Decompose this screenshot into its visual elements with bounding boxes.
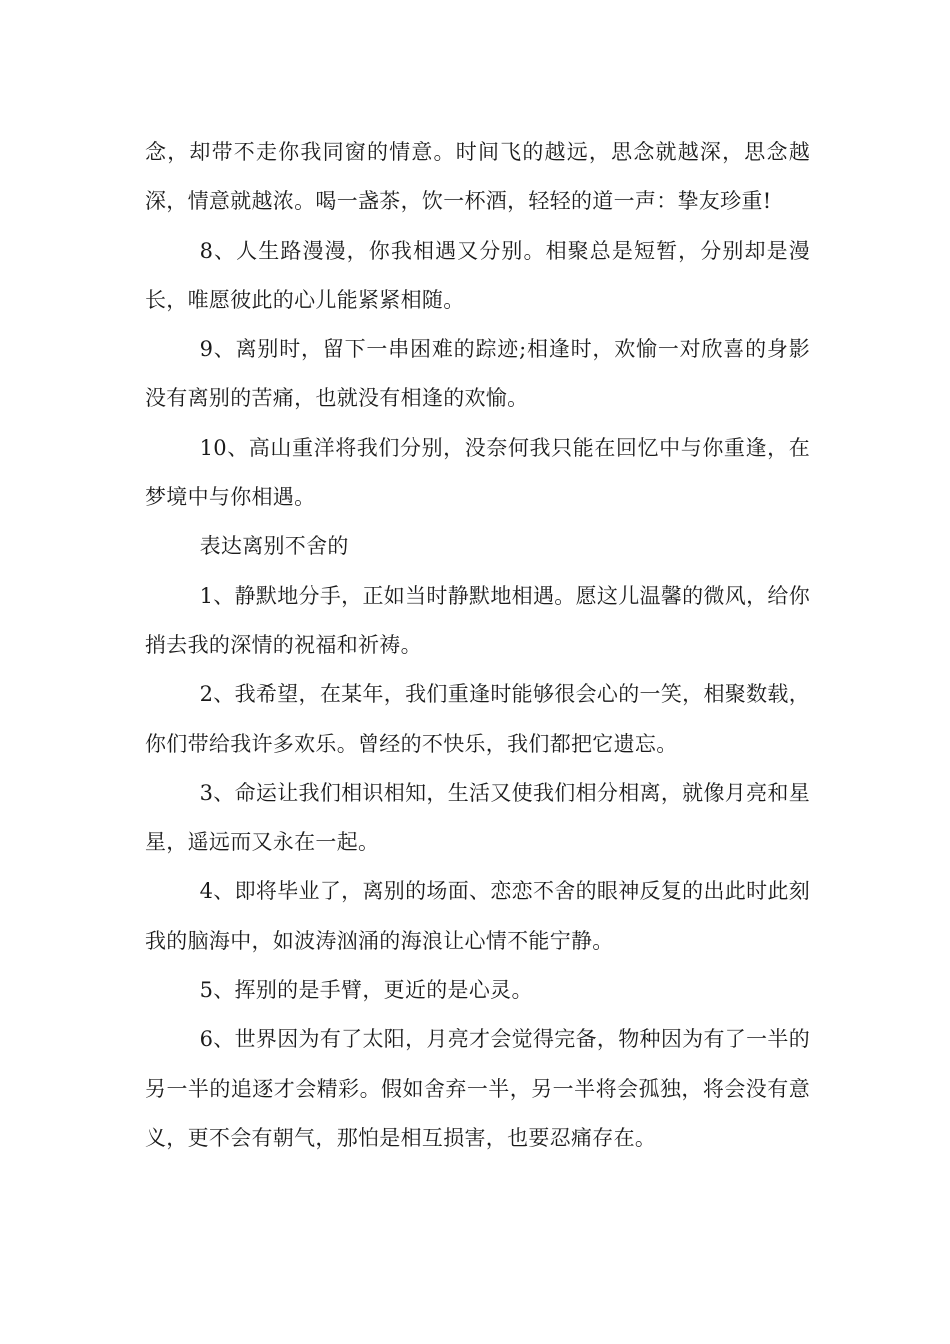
- document-body: [145, 128, 810, 1163]
- paragraph-item-5: 5、挥别的是手臂，更近的是心灵。: [199, 978, 533, 1003]
- paragraph-item-4: 4、即将毕业了，离别的场面、恋恋不舍的眼神反复的出此时此刻我的脑海中，如波涛汹涌的海浪让心情不能宁静。: [145, 879, 810, 953]
- paragraph-item-6: 6、世界因为有了太阳，月亮才会觉得完备，物种因为有了一半的另一半的追逐才会精彩。假如舍弃一半，另一半将会孤独，将会没有意义，更不会有朝气，那怕是相互损害，也要忍痛存在。: [145, 1027, 810, 1150]
- paragraph-item-10: 10、高山重洋将我们分别，没奈何我只能在回忆中与你重逢，在梦境中与你相遇。: [145, 435, 810, 510]
- paragraph-item-8: 8、人生路漫漫，你我相遇又分别。相聚总是短暂，分别却是漫长，唯愿彼此的心儿能紧紧相随。: [145, 238, 810, 312]
- paragraph-item-1: 1、静默地分手，正如当时静默地相遇。愿这儿温馨的微风，给你捎去我的深情的祝福和祈祷。: [145, 583, 810, 657]
- paragraph-item-2: 2、我希望，在某年，我们重逢时能够很会心的一笑，相聚数载，你们带给我许多欢乐。曾经的不快乐，我们都把它遗忘。: [145, 682, 810, 756]
- paragraph-continuation: 念，却带不走你我同窗的情意。时间飞的越远，思念就越深，思念越深，情意就越浓。喝一盏茶，饮一杯酒，轻轻的道一声：挚友珍重!: [145, 140, 810, 214]
- section-heading: 表达离别不舍的: [199, 534, 349, 559]
- paragraph-item-9: 9、离别时，留下一串困难的踪迹;相逢时，欢愉一对欣喜的身影没有离别的苦痛，也就没有相逢的欢愉。: [145, 337, 810, 411]
- paragraph-item-3: 3、命运让我们相识相知，生活又使我们相分相离，就像月亮和星星，遥远而又永在一起。: [145, 780, 810, 855]
